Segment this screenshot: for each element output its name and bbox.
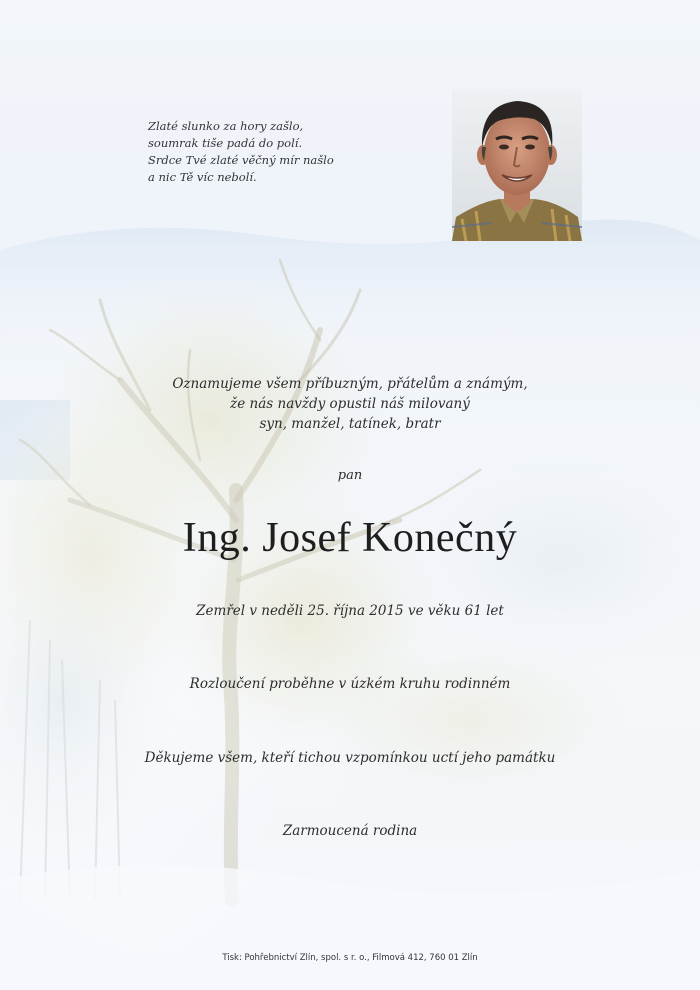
announcement-line: Oznamujeme všem příbuzným, přátelům a známým, <box>172 376 528 392</box>
portrait-photo <box>452 89 582 241</box>
death-info: Zemřel v neděli 25. října 2015 ve věku 61 let <box>196 603 504 619</box>
title-word: pan <box>337 468 363 483</box>
deceased-name: Ing. Josef Konečný <box>182 515 518 561</box>
thanks-text: Děkujeme všem, kteří tichou vzpomínkou uctí jeho památku <box>144 750 556 766</box>
announcement-line: že nás navždy opustil náš milovaný <box>230 396 470 412</box>
announcement <box>0 374 700 434</box>
family-signature: Zarmoucená rodina <box>282 823 418 839</box>
announcement-line: syn, manžel, tatínek, bratr <box>259 416 441 432</box>
poem-line: a nic Tě víc nebolí. <box>148 170 257 184</box>
poem-line: soumrak tiše padá do polí. <box>148 136 303 150</box>
poem-line: Srdce Tvé zlaté věčný mír našlo <box>148 153 334 167</box>
printer-credit: Tisk: Pohřebnictví Zlín, spol. s r. o., Filmová 412, 760 01 Zlín <box>222 953 478 963</box>
poem <box>148 118 428 186</box>
portrait-image <box>452 89 582 241</box>
farewell-info: Rozloučení proběhne v úzkém kruhu rodinném <box>189 676 511 692</box>
poem-line: Zlaté slunko za hory zašlo, <box>148 119 304 133</box>
